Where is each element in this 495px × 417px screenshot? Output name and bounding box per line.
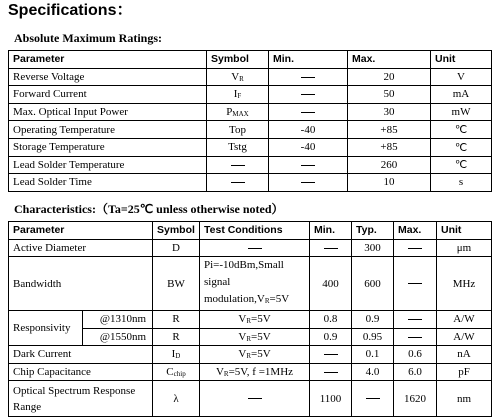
dash-mark <box>324 372 338 373</box>
min-cell <box>310 239 352 257</box>
max-cell: 0.6 <box>394 346 437 364</box>
table-row <box>9 156 492 174</box>
symbol-cell <box>207 138 269 156</box>
condition-cell <box>200 381 310 417</box>
dash-mark <box>301 94 315 95</box>
max-cell <box>394 239 437 257</box>
max-cell <box>348 121 431 139</box>
characteristics-table <box>8 221 492 417</box>
dash-mark <box>231 182 245 183</box>
dash-mark <box>301 112 315 113</box>
condition-text: =5V <box>269 293 290 305</box>
max-text: 50 <box>383 88 395 101</box>
unit-text: ℃ <box>454 124 468 137</box>
symbol-text: Tstg <box>228 141 247 154</box>
table-row <box>9 121 492 139</box>
table-row <box>9 363 492 381</box>
dash-mark <box>408 337 422 338</box>
subscript: R <box>264 297 270 305</box>
condition-text: =5V, f =1MHz <box>228 365 294 378</box>
dash-mark <box>301 182 315 183</box>
col-header: Unit <box>431 51 492 69</box>
param-cell <box>9 86 207 104</box>
min-cell <box>310 363 352 381</box>
typ-cell: 0.9 <box>352 311 394 329</box>
min-cell: 0.8 <box>310 311 352 329</box>
param-cell: Bandwidth <box>9 257 153 311</box>
col-header: Min. <box>269 51 348 69</box>
unit-cell: A/W <box>437 328 492 346</box>
param-cell <box>9 138 207 156</box>
dash-mark <box>408 283 422 284</box>
condition-text: =5V <box>250 348 271 361</box>
symbol-text: I <box>171 348 176 361</box>
unit-cell: A/W <box>437 311 492 329</box>
min-cell <box>310 346 352 364</box>
col-header: Unit <box>437 222 492 240</box>
typ-cell <box>352 381 394 417</box>
dash-mark <box>366 398 380 399</box>
param-cell <box>9 121 207 139</box>
symbol-cell: R <box>153 311 200 329</box>
max-cell <box>348 174 431 192</box>
max-cell <box>394 328 437 346</box>
max-text: 10 <box>383 176 395 189</box>
col-header: Max. <box>348 51 431 69</box>
col-header: Symbol <box>153 222 200 240</box>
symbol-cell <box>207 68 269 86</box>
symbol-cell <box>207 121 269 139</box>
symbol-cell: D <box>153 239 200 257</box>
condition-cell <box>200 257 310 311</box>
param-text: Operating Temperature <box>13 123 115 136</box>
unit-cell <box>431 86 492 104</box>
min-cell <box>269 68 348 86</box>
unit-cell <box>431 103 492 121</box>
subscript: R <box>239 74 244 83</box>
symbol-cell <box>207 174 269 192</box>
page-title: Specifications： <box>8 2 133 19</box>
col-header: Symbol <box>207 51 269 69</box>
table-row <box>9 346 492 364</box>
condition-text: Pi=-10dBm,Small signal modulation,V <box>204 259 284 305</box>
table-row <box>9 103 492 121</box>
condition-cell <box>200 239 310 257</box>
symbol-cell <box>207 103 269 121</box>
param-cell <box>9 103 207 121</box>
typ-cell: 4.0 <box>352 363 394 381</box>
condition-cell <box>200 311 310 329</box>
min-cell <box>269 121 348 139</box>
table-row <box>9 138 492 156</box>
max-cell <box>348 86 431 104</box>
param-text: Reverse Voltage <box>13 70 85 83</box>
subscript: chip <box>173 369 186 378</box>
table-row <box>9 257 492 311</box>
unit-cell: nA <box>437 346 492 364</box>
max-cell <box>394 311 437 329</box>
symbol-text: C <box>166 365 174 378</box>
condition-cell <box>200 346 310 364</box>
min-cell: 0.9 <box>310 328 352 346</box>
typ-cell: 0.95 <box>352 328 394 346</box>
symbol-text: V <box>231 70 240 83</box>
typ-cell: 0.1 <box>352 346 394 364</box>
table-header-row <box>9 222 492 240</box>
symbol-cell <box>207 86 269 104</box>
unit-text: V <box>457 70 465 83</box>
unit-text: s <box>458 176 464 189</box>
subscript: R <box>223 369 229 378</box>
param-cell: Optical Spectrum Response Range <box>9 381 153 417</box>
dash-mark <box>231 165 245 166</box>
subscript: MAX <box>232 110 249 119</box>
symbol-cell: BW <box>153 257 200 311</box>
max-cell <box>394 257 437 311</box>
param-text: Storage Temperature <box>13 141 105 154</box>
dash-mark <box>248 398 262 399</box>
col-header: Parameter <box>9 222 153 240</box>
min-cell <box>269 86 348 104</box>
condition-text: V <box>238 330 247 343</box>
col-header: Parameter <box>9 51 207 69</box>
max-cell <box>348 103 431 121</box>
dash-mark <box>301 165 315 166</box>
table-row <box>9 239 492 257</box>
min-cell <box>269 138 348 156</box>
unit-cell: μm <box>437 239 492 257</box>
dash-mark <box>301 77 315 78</box>
col-header: Typ. <box>352 222 394 240</box>
symbol-text: Top <box>229 123 246 136</box>
table-row <box>9 86 492 104</box>
param-cell <box>9 156 207 174</box>
dash-mark <box>324 354 338 355</box>
abs-max-table <box>8 50 492 192</box>
unit-cell <box>431 68 492 86</box>
subscript: R <box>246 352 251 361</box>
symbol-cell <box>153 346 200 364</box>
dash-mark <box>408 248 422 249</box>
max-cell: 1620 <box>394 381 437 417</box>
param-cell: Dark Current <box>9 346 153 364</box>
param-cell: Active Diameter <box>9 239 153 257</box>
max-cell <box>348 156 431 174</box>
unit-text: mW <box>451 106 471 119</box>
max-text: 20 <box>383 70 395 83</box>
unit-cell <box>431 121 492 139</box>
symbol-cell <box>207 156 269 174</box>
max-text: 260 <box>380 158 398 171</box>
condition-cell <box>200 328 310 346</box>
abs-max-heading: Absolute Maximum Ratings: <box>14 31 163 45</box>
min-cell: 400 <box>310 257 352 311</box>
col-header: Min. <box>310 222 352 240</box>
typ-cell: 600 <box>352 257 394 311</box>
dash-mark <box>324 248 338 249</box>
min-cell <box>269 174 348 192</box>
col-header: Max. <box>394 222 437 240</box>
condition-text: =5V <box>250 330 271 343</box>
param-text: Forward Current <box>13 88 87 101</box>
max-text: 30 <box>383 106 395 119</box>
param-text: Lead Solder Time <box>13 176 92 189</box>
table-row <box>9 381 492 417</box>
wavelength-cell: @1550nm <box>83 328 153 346</box>
col-header: Test Conditions <box>200 222 310 240</box>
min-cell <box>269 156 348 174</box>
min-text: -40 <box>300 141 316 154</box>
subscript: F <box>237 92 242 101</box>
symbol-cell: λ <box>153 381 200 417</box>
table-row <box>9 68 492 86</box>
param-text: Lead Solder Temperature <box>13 158 125 171</box>
param-cell: Chip Capacitance <box>9 363 153 381</box>
unit-cell <box>431 174 492 192</box>
subscript: D <box>175 352 181 361</box>
dash-mark <box>248 248 262 249</box>
param-cell: Responsivity <box>9 311 83 346</box>
table-header-row <box>9 51 492 69</box>
unit-text: ℃ <box>454 141 468 154</box>
min-text: -40 <box>300 123 316 136</box>
condition-text: =5V <box>250 313 271 326</box>
unit-cell: MHz <box>437 257 492 311</box>
unit-text: ℃ <box>454 159 468 172</box>
param-cell <box>9 174 207 192</box>
max-cell <box>348 138 431 156</box>
max-cell: 6.0 <box>394 363 437 381</box>
min-cell: 1100 <box>310 381 352 417</box>
min-cell <box>269 103 348 121</box>
unit-cell <box>431 138 492 156</box>
condition-text: V <box>215 365 224 378</box>
condition-cell <box>200 363 310 381</box>
subscript: R <box>246 317 251 326</box>
condition-text: V <box>238 348 247 361</box>
unit-cell <box>431 156 492 174</box>
unit-text: mA <box>452 88 470 101</box>
subscript: R <box>246 334 251 343</box>
param-text: Max. Optical Input Power <box>13 106 128 119</box>
param-cell <box>9 68 207 86</box>
wavelength-cell: @1310nm <box>83 311 153 329</box>
symbol-cell <box>153 363 200 381</box>
symbol-text: I <box>233 88 238 101</box>
max-cell <box>348 68 431 86</box>
symbol-text: P <box>226 106 233 119</box>
typ-cell: 300 <box>352 239 394 257</box>
condition-text: V <box>238 313 247 326</box>
unit-cell: pF <box>437 363 492 381</box>
table-row <box>9 311 492 329</box>
dash-mark <box>408 319 422 320</box>
max-text: +85 <box>380 141 398 154</box>
symbol-cell: R <box>153 328 200 346</box>
table-row <box>9 174 492 192</box>
characteristics-heading: Characteristics:（Ta=25℃ unless otherwise noted） <box>14 202 284 216</box>
max-text: +85 <box>380 123 398 136</box>
unit-cell: nm <box>437 381 492 417</box>
